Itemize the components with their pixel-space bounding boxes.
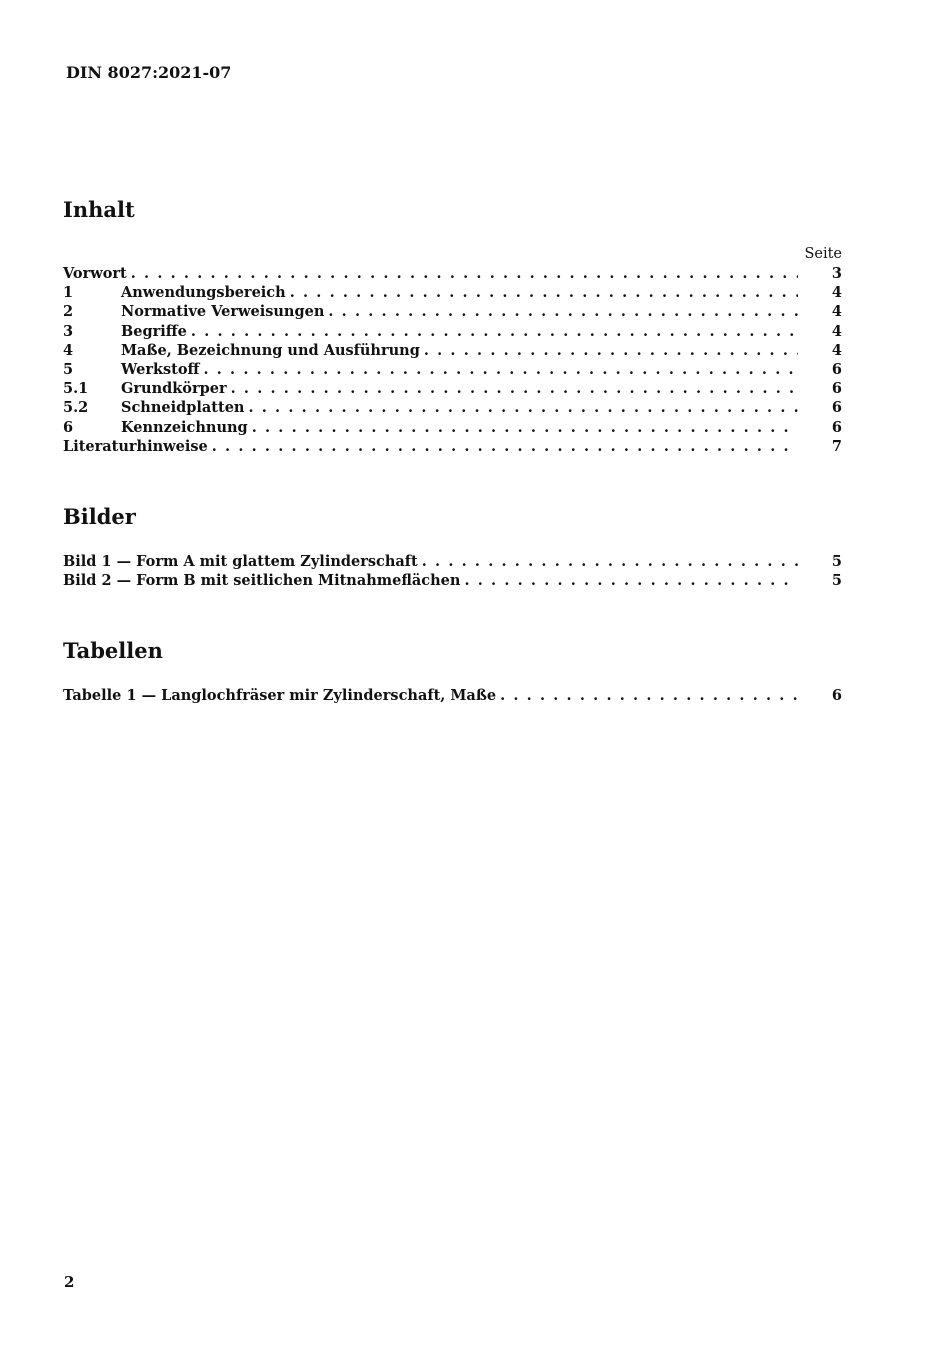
toc-entry-title: Schneidplatten — [121, 399, 245, 417]
toc-entry-title: Vorwort — [63, 265, 127, 282]
figure-entry-page: 5 — [831, 553, 842, 570]
dot-leader — [231, 380, 798, 397]
toc-entry-number: 5.2 — [63, 399, 89, 417]
toc-entry-page: 4 — [831, 284, 842, 302]
dot-leader — [500, 687, 798, 704]
figure-entry[interactable] — [63, 572, 842, 591]
toc-entry-marking[interactable] — [63, 419, 842, 438]
toc-entry-number: 5 — [63, 360, 74, 378]
toc-entry-title: Kennzeichnung — [121, 418, 248, 436]
toc-entry-title: Literaturhinweise — [63, 437, 208, 455]
dot-leader — [131, 265, 798, 282]
contents-list — [63, 265, 842, 457]
dot-leader — [191, 323, 798, 340]
toc-entry-dimensions[interactable] — [63, 342, 842, 361]
dot-leader — [203, 361, 798, 378]
dot-leader — [252, 419, 798, 436]
tables-list — [63, 687, 842, 706]
toc-entry-page: 7 — [831, 437, 842, 455]
toc-entry-page: 6 — [831, 399, 842, 417]
toc-entry-title: Anwendungsbereich — [121, 284, 286, 302]
toc-entry-inserts[interactable] — [63, 399, 842, 418]
dot-leader — [212, 438, 798, 455]
table-entry-title: Tabelle 1 — Langlochfräser mir Zylinderschaft, Maße — [63, 687, 497, 704]
toc-entry-page: 4 — [831, 303, 842, 321]
table-entry[interactable] — [63, 687, 842, 706]
page-number: 2 — [64, 1273, 75, 1291]
toc-entry-page: 4 — [831, 322, 842, 340]
toc-entry-page: 6 — [831, 380, 842, 398]
toc-entry-title: Begriffe — [121, 322, 187, 340]
toc-entry-number: 5.1 — [63, 380, 89, 398]
tables-heading: Tabellen — [63, 638, 163, 663]
figures-list — [63, 553, 842, 591]
dot-leader — [422, 553, 798, 570]
figures-heading: Bilder — [63, 504, 136, 529]
toc-entry-number: 6 — [63, 418, 74, 436]
toc-entry-title: Werkstoff — [121, 360, 200, 378]
toc-entry-foreword[interactable] — [63, 265, 842, 284]
toc-entry-page: 6 — [831, 418, 842, 436]
dot-leader — [464, 572, 798, 589]
toc-entry-normative-references[interactable] — [63, 303, 842, 322]
toc-entry-material[interactable] — [63, 361, 842, 380]
figure-entry-page: 5 — [831, 572, 842, 590]
toc-entry-number: 1 — [63, 284, 74, 302]
toc-entry-bibliography[interactable] — [63, 438, 842, 457]
toc-entry-title: Grundkörper — [121, 380, 227, 398]
toc-entry-number: 3 — [63, 322, 74, 340]
dot-leader — [248, 399, 798, 416]
toc-entry-page: 4 — [831, 341, 842, 359]
figure-entry-title: Bild 1 — Form A mit glattem Zylinderschaft — [63, 553, 418, 570]
dot-leader — [290, 284, 798, 301]
toc-entry-number: 2 — [63, 303, 74, 321]
toc-entry-terms[interactable] — [63, 323, 842, 342]
toc-entry-number: 4 — [63, 341, 74, 359]
contents-heading: Inhalt — [63, 197, 135, 222]
page-column-label: Seite — [804, 246, 842, 262]
document-id: DIN 8027:2021-07 — [66, 63, 232, 82]
toc-entry-title: Maße, Bezeichnung und Ausführung — [121, 341, 420, 359]
dot-leader — [328, 303, 798, 320]
toc-entry-title: Normative Verweisungen — [121, 303, 325, 321]
figure-entry-title: Bild 2 — Form B mit seitlichen Mitnahmeflächen — [63, 572, 461, 590]
table-entry-page: 6 — [831, 687, 842, 704]
toc-entry-page: 6 — [831, 360, 842, 378]
dot-leader — [424, 342, 798, 359]
toc-entry-page: 3 — [831, 265, 842, 282]
figure-entry[interactable] — [63, 553, 842, 572]
toc-entry-scope[interactable] — [63, 284, 842, 303]
toc-entry-base-body[interactable] — [63, 380, 842, 399]
